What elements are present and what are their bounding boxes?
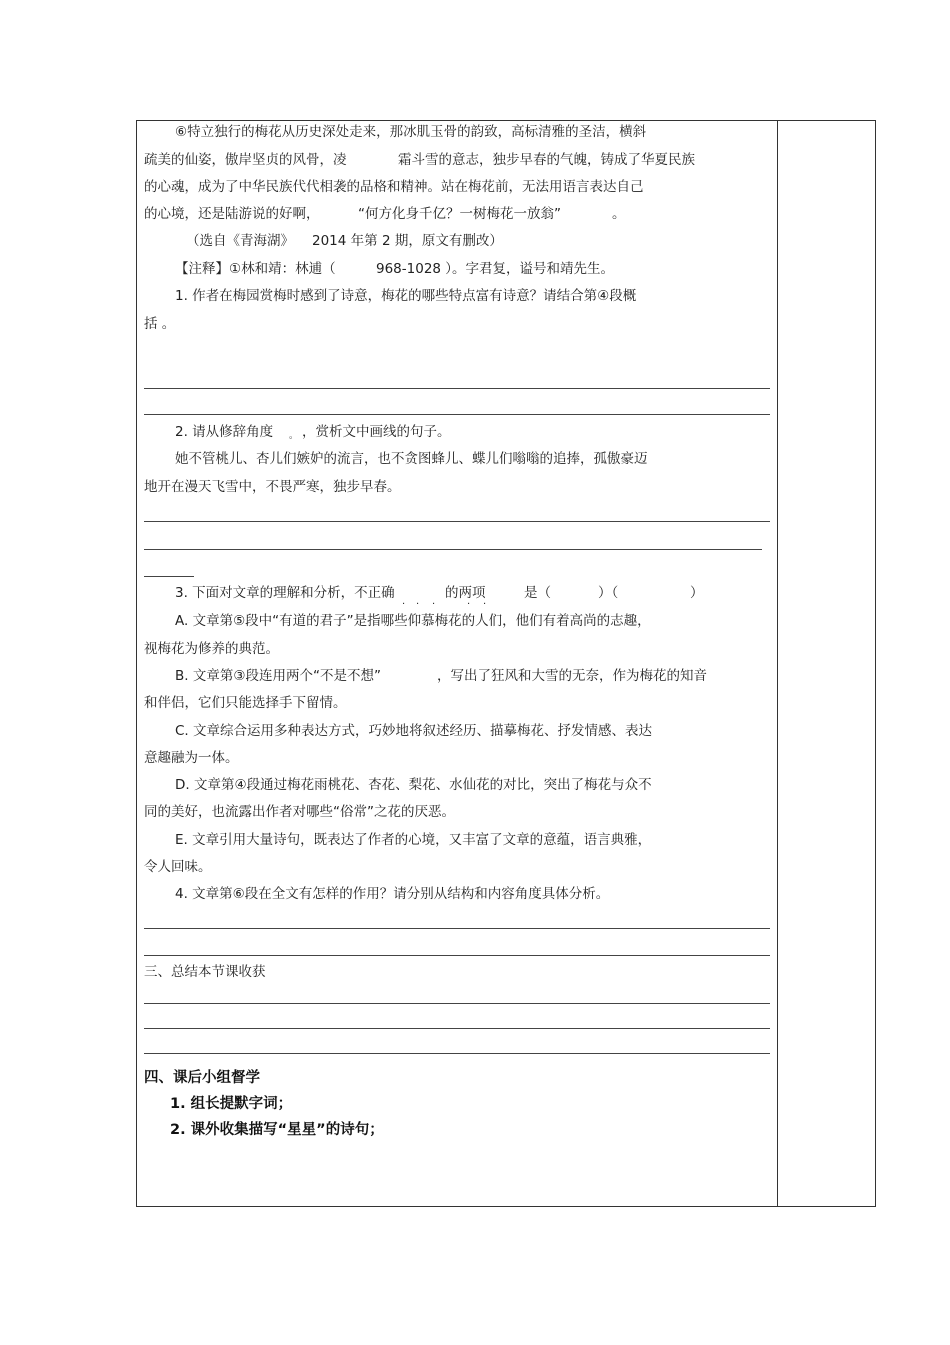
emphasis-dot: 。 bbox=[289, 431, 299, 441]
annotation-note: 968-1028 ）。字君复，谥号和靖先生。 bbox=[376, 261, 615, 277]
annotation-note: 【注释】①林和靖：林逋（ bbox=[175, 261, 336, 277]
answer-line bbox=[144, 1053, 770, 1054]
answer-line bbox=[144, 576, 194, 577]
option-a: 视梅花为修养的典范。 bbox=[144, 641, 279, 657]
passage-line: 的心境，还是陆游说的好啊， bbox=[144, 206, 320, 222]
answer-line bbox=[144, 521, 770, 522]
question-3-stem: 3. 下面对文章的理解和分析，不正确 bbox=[175, 585, 395, 601]
answer-bracket: ）（ bbox=[598, 585, 619, 601]
option-c: C. 文章综合运用多种表达方式，巧妙地将叙述经历、描摹梅花、抒发情感、表达 bbox=[175, 723, 653, 739]
table-column-divider bbox=[777, 120, 778, 1207]
answer-line bbox=[144, 414, 770, 415]
option-b: B. 文章第③段连用两个“不是不想” bbox=[175, 668, 381, 684]
emphasis-dot: · bbox=[432, 599, 436, 610]
option-b: ，写出了狂风和大雪的无奈，作为梅花的知音 bbox=[437, 668, 707, 684]
question-1: 1. 作者在梅园赏梅时感到了诗意，梅花的哪些特点富有诗意？请结合第④段概 bbox=[175, 288, 637, 304]
option-a: A. 文章第⑤段中“有道的君子”是指哪些仰慕梅花的人们，他们有着高尚的志趣， bbox=[175, 613, 651, 629]
homework-item: 1. 组长提默字词； bbox=[170, 1096, 293, 1112]
answer-bracket: ） bbox=[690, 585, 704, 601]
emphasis-dot: · bbox=[483, 599, 487, 610]
question-3-stem: 是（ bbox=[524, 585, 551, 601]
emphasis-dot: · bbox=[467, 599, 471, 610]
question-3-stem: 的两项 bbox=[445, 585, 486, 601]
section-heading: 四、课后小组督学 bbox=[144, 1070, 260, 1086]
option-c: 意趣融为一体。 bbox=[144, 750, 239, 766]
question-4: 4. 文章第⑥段在全文有怎样的作用？请分别从结构和内容角度具体分析。 bbox=[175, 886, 610, 902]
section-heading: 三、总结本节课收获 bbox=[144, 964, 266, 980]
option-d: 同的美好，也流露出作者对哪些“俗常”之花的厌恶。 bbox=[144, 804, 455, 820]
option-b: 和伴侣，它们只能选择手下留情。 bbox=[144, 695, 347, 711]
passage-line: 。 bbox=[612, 206, 626, 222]
emphasis-dot: · bbox=[402, 599, 406, 610]
answer-line bbox=[144, 549, 762, 550]
answer-line bbox=[144, 1003, 770, 1004]
homework-item: 2. 课外收集描写“星星”的诗句； bbox=[170, 1122, 384, 1138]
answer-line bbox=[144, 955, 770, 956]
option-d: D. 文章第④段通过梅花雨桃花、杏花、梨花、水仙花的对比，突出了梅花与众不 bbox=[175, 777, 652, 793]
underlined-quote: 她不管桃儿、杏儿们嫉妒的流言，也不贪图蜂儿、蝶儿们嗡嗡的追捧，孤傲豪迈 bbox=[175, 451, 648, 467]
passage-line: 的心魂，成为了中华民族代代相袭的品格和精神。站在梅花前，无法用语言表达自己 bbox=[144, 179, 644, 195]
underlined-quote: 地开在漫天飞雪中，不畏严寒，独步早春。 bbox=[144, 479, 401, 495]
passage-line: ⑥特立独行的梅花从历史深处走来，那冰肌玉骨的韵致，高标清雅的圣洁，横斜 bbox=[175, 124, 647, 140]
worksheet-table bbox=[136, 120, 876, 1207]
option-e: 令人回味。 bbox=[144, 859, 212, 875]
answer-line bbox=[144, 928, 770, 929]
answer-line bbox=[144, 388, 770, 389]
emphasis-dot: · bbox=[416, 599, 420, 610]
source-citation: 2014 年第 2 期，原文有删改） bbox=[312, 233, 503, 249]
question-2: 2. 请从修辞角度 bbox=[175, 424, 274, 440]
answer-line bbox=[144, 1028, 770, 1029]
option-e: E. 文章引用大量诗句，既表达了作者的心境，又丰富了文章的意蕴，语言典雅， bbox=[175, 832, 652, 848]
question-1: 括 。 bbox=[144, 316, 176, 332]
passage-quote: “何方化身千亿？一树梅花一放翁” bbox=[358, 206, 561, 222]
source-citation: （选自《青海湖》 bbox=[186, 233, 294, 249]
passage-line: 霜斗雪的意志，独步早春的气魄，铸成了华夏民族 bbox=[398, 152, 695, 168]
question-2: ，赏析文中画线的句子。 bbox=[302, 424, 451, 440]
passage-line: 疏美的仙姿，傲岸坚贞的风骨，凌 bbox=[144, 152, 347, 168]
